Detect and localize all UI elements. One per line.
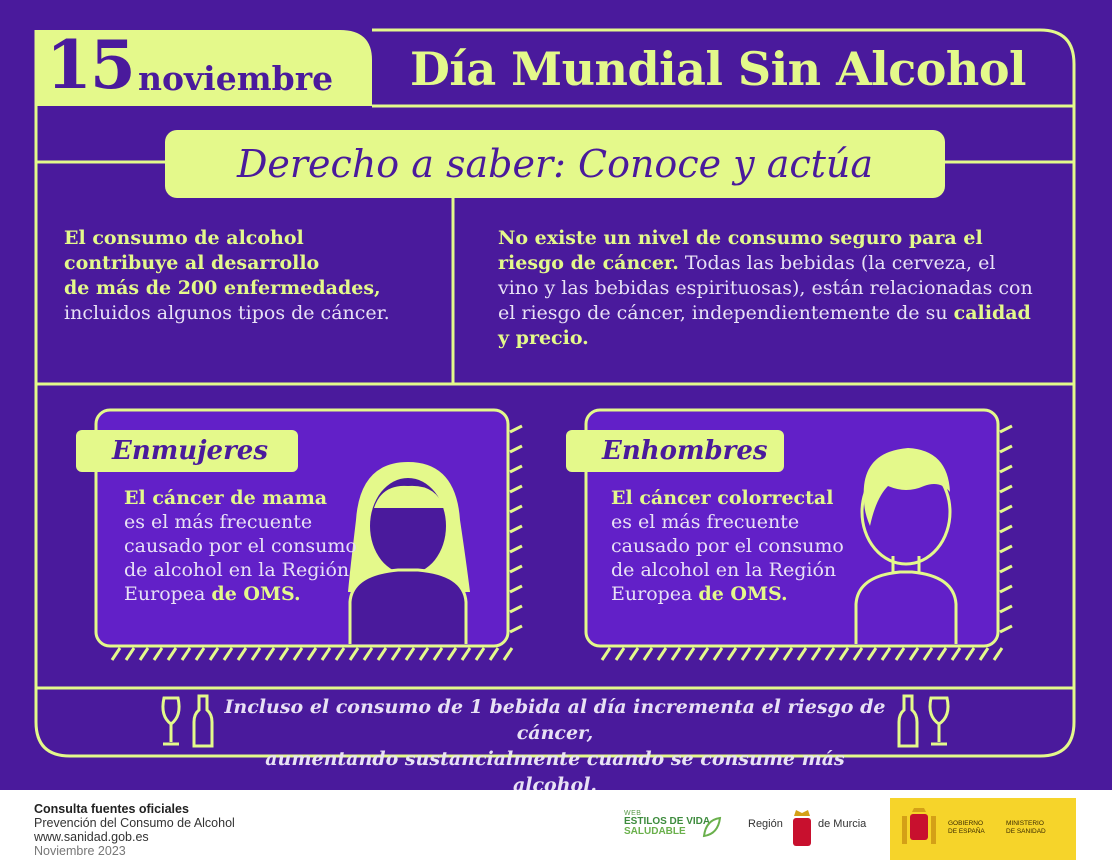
women-card-text [124, 486, 364, 606]
ministerio-line-1: MINISTERIO [1006, 820, 1044, 827]
women-tag-prefix: En [112, 436, 151, 466]
estilos-line-2: SALUDABLE [624, 826, 686, 837]
credits-url[interactable]: www.sanidad.gob.es [34, 830, 149, 844]
left-paragraph [64, 226, 434, 326]
credits-bar [0, 790, 1112, 866]
right-bold-2: calidad y precio. [498, 302, 1031, 349]
right-paragraph [498, 226, 1038, 351]
warning-line-1: Incluso el consumo de 1 bebida al día incrementa el riesgo de cáncer, [224, 696, 886, 744]
right-text: Todas las bebidas (la cerveza, el vino y las bebidas espirituosas), están relacionadas con el riesgo de cáncer, independientemente de su [498, 252, 1033, 324]
left-line-2: contribuye al desarrollo [64, 252, 320, 274]
murcia-coat-of-arms-icon [790, 806, 814, 852]
credits-title: Consulta fuentes oficiales [34, 802, 189, 816]
women-bold-line: El cáncer de mama [124, 487, 328, 509]
men-body: es el más frecuente causado por el consumo de alcohol en la Región Europea [611, 511, 844, 605]
leaf-icon [702, 816, 722, 840]
men-tag [566, 430, 784, 472]
estilos-web: WEB [624, 810, 642, 817]
men-tag-prefix: En [602, 436, 641, 466]
men-bold-end: de OMS. [698, 583, 788, 605]
right-bold-1: No existe un nivel de consumo seguro para el riesgo de cáncer. [498, 227, 983, 274]
bottle-icon [899, 696, 917, 746]
footer-warning [220, 694, 890, 790]
women-tag [76, 430, 298, 472]
men-card-text [611, 486, 851, 606]
left-line-3: de más de 200 enfermedades, [64, 277, 381, 299]
credits-line-1: Prevención del Consumo de Alcohol [34, 816, 235, 830]
women-body: es el más frecuente causado por el consumo de alcohol en la Región Europea [124, 511, 357, 605]
women-tag-word: mujeres [150, 436, 268, 466]
women-bold-end: de OMS. [211, 583, 301, 605]
men-tag-word: hombres [640, 436, 768, 466]
gobierno-espana-logo [890, 798, 1076, 860]
credits-date: Noviembre 2023 [34, 844, 126, 858]
bottle-icon [194, 696, 212, 746]
warning-line-2: aumentando sustancialmente cuando se consume más alcohol. [265, 748, 845, 790]
ministerio-line-2: DE SANIDAD [1006, 828, 1046, 835]
woman-silhouette-icon [348, 462, 470, 644]
subtitle-banner: Derecho a saber: Conoce y actúa [165, 130, 945, 198]
gobierno-line-2: DE ESPAÑA [948, 828, 985, 835]
spain-coat-of-arms-icon [900, 808, 938, 850]
date-month: noviembre [138, 59, 334, 98]
wine-glass-icon [163, 698, 179, 744]
wine-glass-icon [930, 698, 948, 744]
left-line-4: incluidos algunos tipos de cáncer. [64, 302, 390, 324]
credits [34, 802, 235, 858]
estilos-line-1: ESTILOS DE VIDA [624, 816, 711, 827]
estilos-de-vida-logo [624, 810, 724, 850]
main-title: Día Mundial Sin Alcohol [410, 42, 1027, 96]
men-bold-line: El cáncer colorrectal [611, 487, 834, 509]
region-murcia-logo [748, 804, 878, 854]
murcia-right: de Murcia [818, 818, 867, 830]
left-line-1: El consumo de alcohol [64, 227, 304, 249]
gobierno-line-1: GOBIERNO [948, 820, 984, 827]
date-day: 15 [46, 26, 134, 104]
murcia-left: Región [748, 818, 783, 830]
